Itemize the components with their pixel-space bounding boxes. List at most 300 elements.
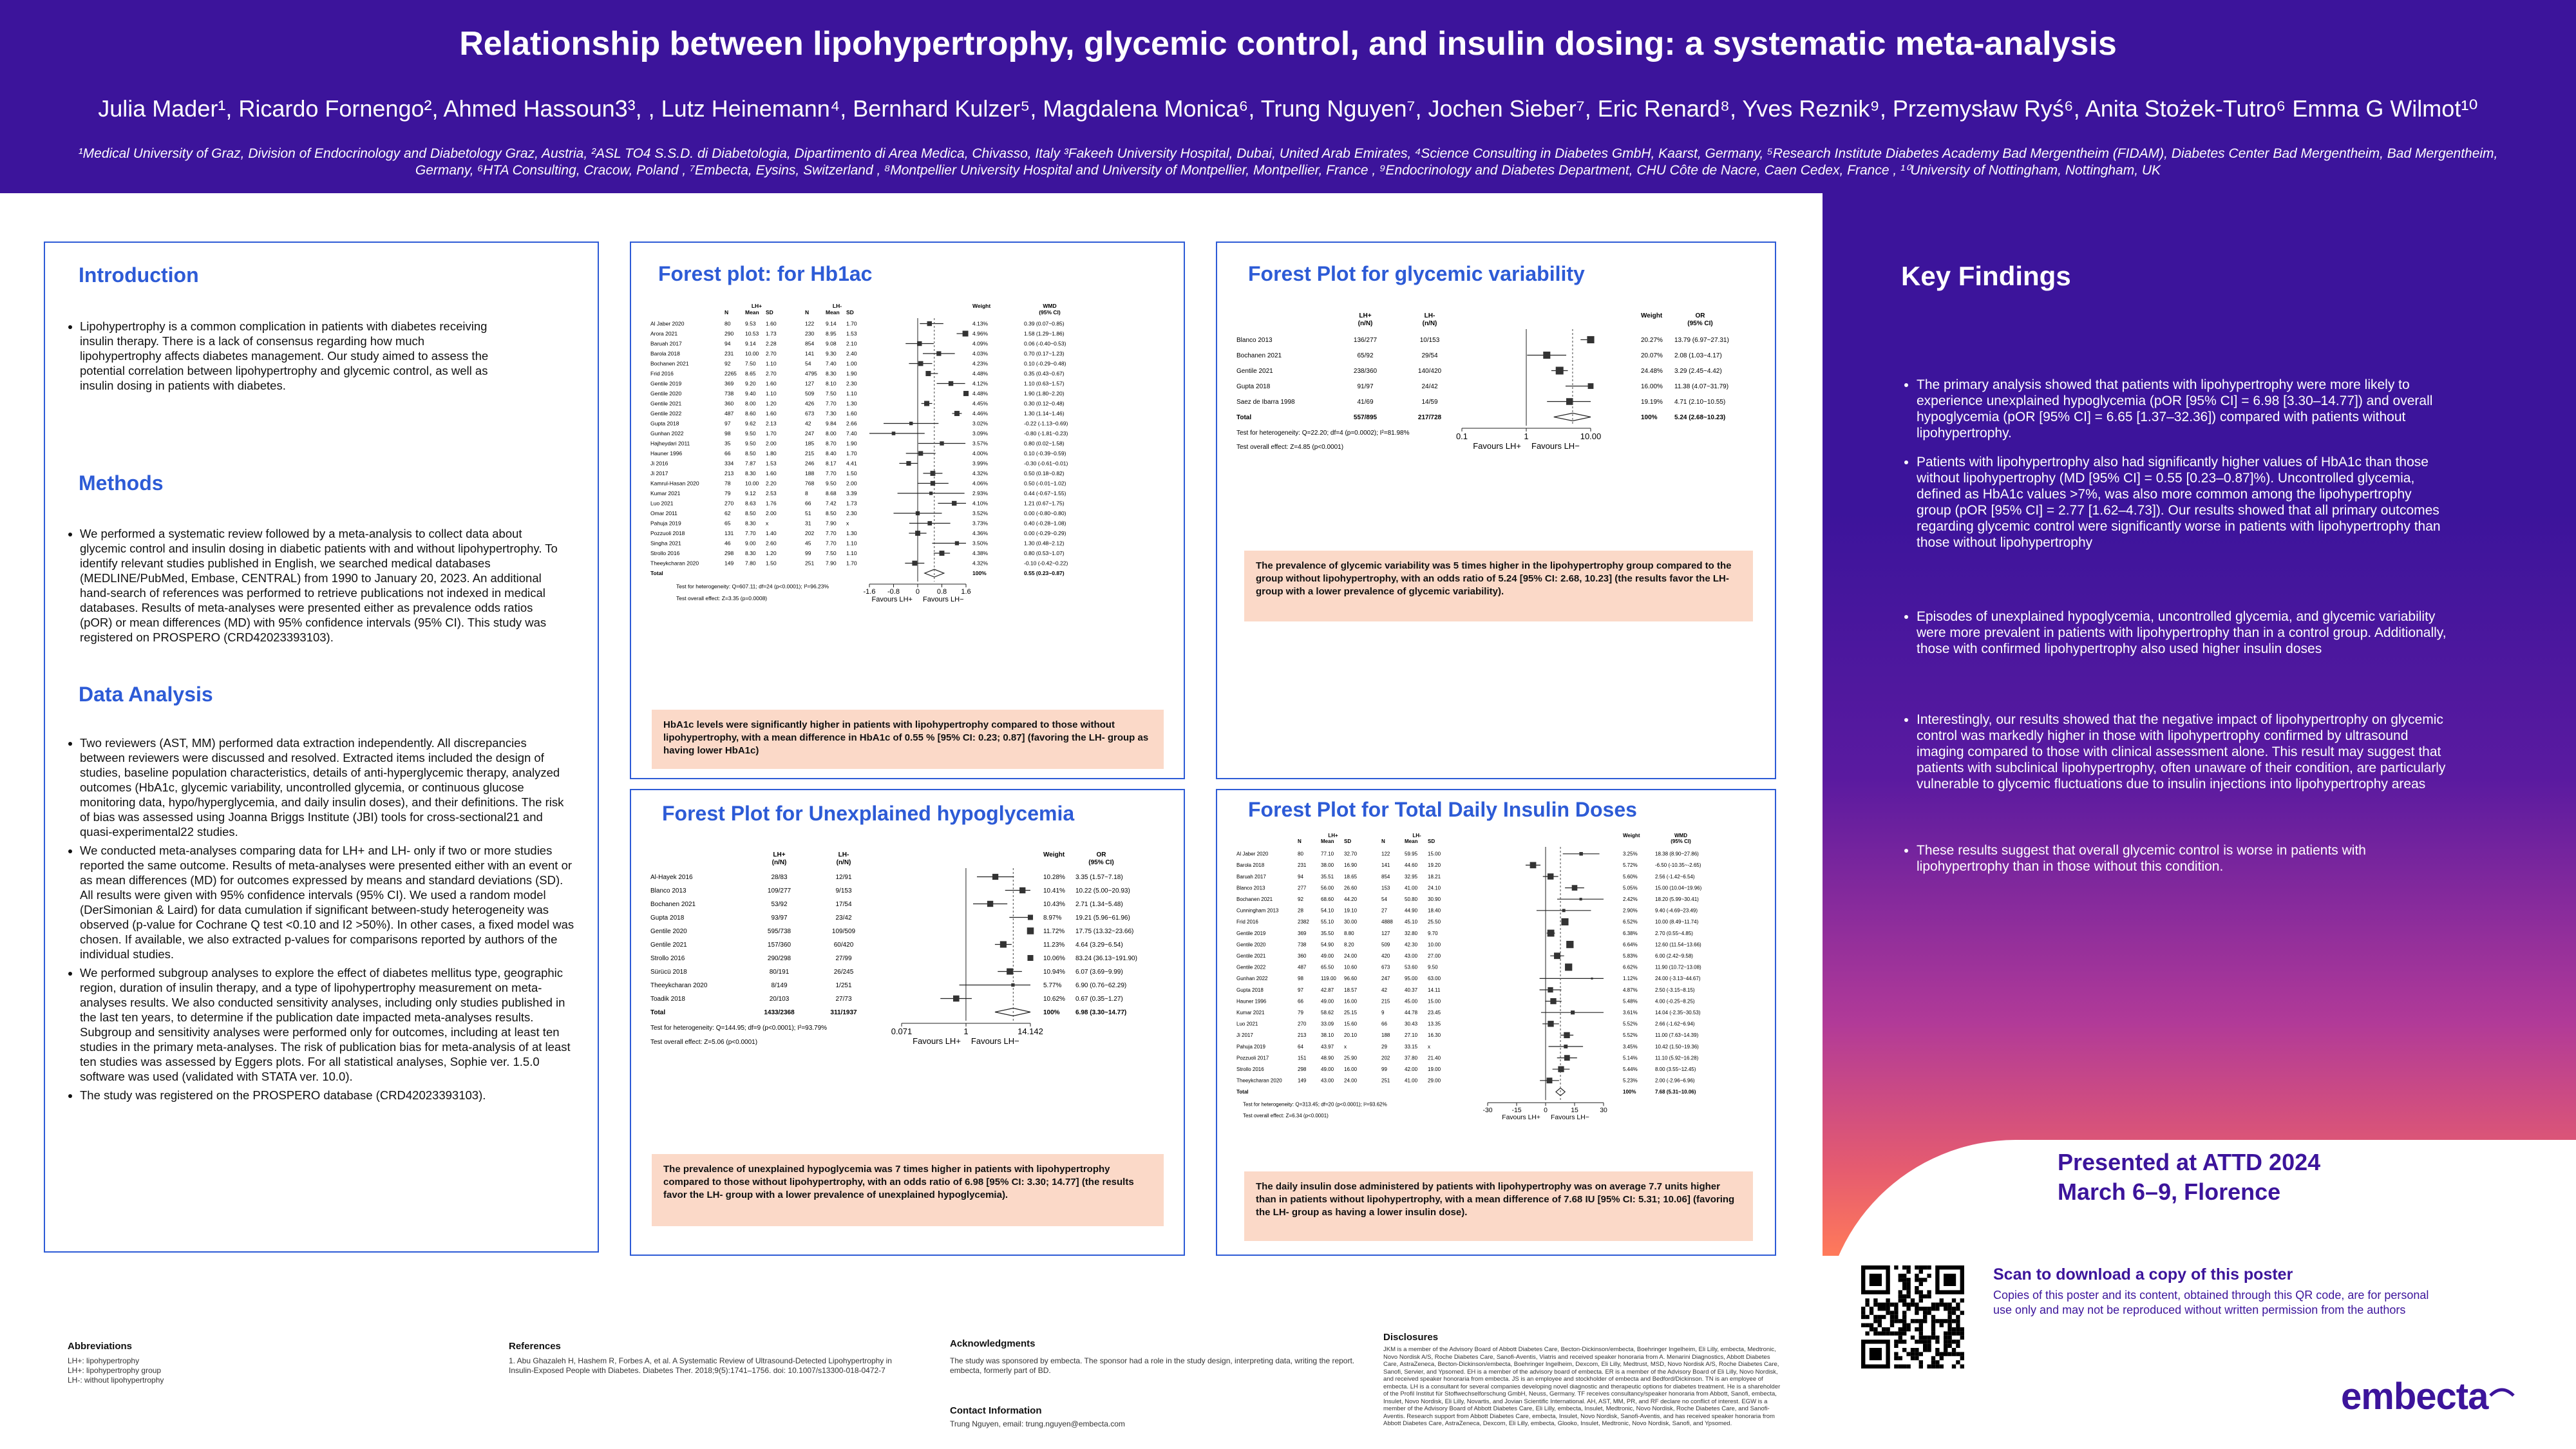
lhp-cell: 10.00 xyxy=(745,350,759,357)
header-ci: (95% CI) xyxy=(1687,320,1713,327)
qr-module xyxy=(1931,1307,1935,1311)
presented-at xyxy=(2058,1148,2320,1207)
point-estimate xyxy=(1027,927,1034,934)
point-estimate xyxy=(1007,969,1013,975)
lhp-cell: 1.60 xyxy=(766,410,777,417)
lhp-cell: 42.87 xyxy=(1321,987,1334,993)
lhm-cell: x xyxy=(1428,1043,1430,1050)
qr-module xyxy=(1873,1331,1877,1335)
qr-module xyxy=(1923,1319,1927,1323)
qr-module xyxy=(1940,1352,1944,1356)
qr-module xyxy=(1956,1327,1960,1331)
lhm-cell: 1.90 xyxy=(846,370,857,377)
qr-module xyxy=(1902,1286,1906,1290)
lhp-cell: 80 xyxy=(724,320,731,327)
point-estimate xyxy=(1028,914,1033,920)
qr-code[interactable] xyxy=(1861,1265,1964,1368)
lhm-cell: 9.14 xyxy=(826,320,837,327)
lhm-cell: 768 xyxy=(805,480,815,487)
forest-hba1c-title: Forest plot: for Hb1ac xyxy=(658,262,873,285)
ci-cell: 3.29 (2.45~4.42) xyxy=(1674,368,1722,375)
axis-tick-label: 0 xyxy=(915,588,920,596)
study-label: Gentile 2019 xyxy=(650,380,682,387)
study-label: Omar 2011 xyxy=(650,510,677,516)
forest-tdd-title: Forest Plot for Total Daily Insulin Doses xyxy=(1248,798,1637,821)
lhm-cell: 1.10 xyxy=(846,550,857,556)
header-mean: Mean xyxy=(1405,838,1418,844)
study-label: Al Jaber 2020 xyxy=(1236,851,1269,857)
lhp-cell: 9.40 xyxy=(745,390,756,397)
qr-module xyxy=(1940,1365,1944,1368)
lhm-cell: 1.70 xyxy=(846,320,857,327)
lhm-cell: 41.00 xyxy=(1405,885,1418,891)
qr-module xyxy=(1927,1265,1931,1269)
study-label: Gentile 2021 xyxy=(1236,953,1266,959)
disclosures-text: JKM is a member of the Advisory Board of Abbott Diabetes Care, Becton-Dickinson/embecta, Boehringer Ingelheim, Eli Lilly, embecta, Medtronic, Novo Nordisk A/S, Roche Diabetes Care, Sanofi-Aventis, Viatris and received speaker honoraria from A. Menarini Diagnostics, Abbott Diabetes Care, AstraZeneca, Becton-Dickinson/embecta, Boehringer Ingelheim, Dexcom, Eli Lilly, Medtrust, MSD, Novo Nordisk A/S, Roche Diabetes Care, Sanofi, Servier, and Ypsomed. EH is a member of the advisory board of embecta. ER is a member of the Advisory Board of Eli Lilly, Novo Nordisk, and received speaker honoraria from embecta. JS is an employee and stockholder of embecta and Bedford/Dickinson. TN is an employee of embecta. LH is a consultant for several companies developing novel diagnostic and therapeutic options for diabetes treatment. He is a shareholder of the Profil Institut für Stoffwechselforschung GmbH, Neuss, Germany. TF receives consultancy/speaker honoraria from Abbott, Sanofi, embecta, Insulet, Novo Nordisk, Eli Lilly, Novartis, and Jovian Scientific International. AH, AST, MM, PR, and RF declare no conflict of interest. EGW is a member of the Advisory Board of Abbott Diabetes Care, Eli Lilly, embecta, Insulet, Medtronic, Novo Nordisk, Roche Diabetes Care, and Sanofi-Aventis. Research support from Abbott Diabetes Care, embecta, Insulet, Novo Nordisk, Sanofi-Aventis, and has received speaker honoraria from Abbott Diabetes Care, AstraZeneca, Dexcom, Eli Lilly, embecta, Glooko, Insulet, Medtronic, Novo Nordisk, Sanofi, and Ypsomed. xyxy=(1383,1346,1781,1427)
qr-module xyxy=(1931,1303,1935,1307)
qr-module xyxy=(1931,1365,1935,1368)
lhp-cell: 149 xyxy=(724,560,734,567)
lhm-cell: 2.30 xyxy=(846,380,857,387)
lhm-cell: 426 xyxy=(805,400,815,407)
overall-effect-test: Test overall effect: Z=6.34 (p<0.0001) xyxy=(1243,1113,1329,1119)
total-lhp: 1433/2368 xyxy=(764,1009,795,1016)
study-label: Pozzuoli 2018 xyxy=(650,530,685,536)
qr-module xyxy=(1915,1307,1918,1311)
ci-cell: -0.10 (-0.42~0.22) xyxy=(1024,560,1068,567)
ci-cell: 1.58 (1.29~1.86) xyxy=(1024,330,1065,337)
qr-module xyxy=(1915,1303,1918,1307)
lhm-cell: 7.90 xyxy=(826,560,837,567)
lhp-cell: 18.57 xyxy=(1344,987,1358,993)
qr-code-icon xyxy=(1861,1265,1964,1368)
data-analysis-title: Data Analysis xyxy=(79,683,213,706)
weight-cell: 24.48% xyxy=(1641,368,1663,375)
header-ci: (95% CI) xyxy=(1671,838,1691,844)
qr-module xyxy=(1956,1319,1960,1323)
lhp-cell: 66 xyxy=(1298,998,1303,1005)
lhp-cell: 8.60 xyxy=(745,410,756,417)
qr-module xyxy=(1947,1315,1951,1319)
qr-module xyxy=(1960,1298,1964,1302)
axis-tick-label: -1.6 xyxy=(863,588,876,596)
point-estimate xyxy=(924,401,929,406)
qr-module xyxy=(1956,1307,1960,1311)
ci-cell: 0.39 (0.07~0.85) xyxy=(1024,320,1065,327)
weight-cell: 3.99% xyxy=(972,460,989,467)
lhm-cell: 1.70 xyxy=(846,560,857,567)
qr-module xyxy=(1927,1294,1931,1298)
qr-module xyxy=(1915,1356,1918,1360)
lhm-cell: 44.78 xyxy=(1405,1010,1418,1016)
qr-finder xyxy=(1944,1274,1956,1286)
weight-cell: 8.97% xyxy=(1043,914,1062,922)
study-label: Theeykcharan 2020 xyxy=(1236,1077,1282,1084)
lhm-cell: 43.00 xyxy=(1405,953,1418,959)
point-estimate xyxy=(963,331,969,337)
axis-tick-label: 0 xyxy=(1544,1106,1548,1114)
qr-module xyxy=(1861,1323,1865,1327)
ci-cell: 10.00 (8.49~11.74) xyxy=(1655,919,1699,925)
lhm-cell: 247 xyxy=(1381,976,1390,982)
qr-module xyxy=(1865,1331,1869,1335)
ci-cell: 18.20 (5.99~30.41) xyxy=(1655,896,1699,902)
forest-hba1c-svg xyxy=(650,291,1166,703)
lhp-cell: 369 xyxy=(724,380,734,387)
qr-module xyxy=(1894,1319,1898,1323)
forest-hba1c-note: HbA1c levels were significantly higher in patients with lipohypertrophy compared to those without lipohypertrophy, with a mean difference in HbA1c of 0.55 % [95% CI: 0.23; 0.87] (favoring the LH- group as having lower HbA1c) xyxy=(652,710,1164,769)
ci-cell: 0.10 (-0.39~0.59) xyxy=(1024,450,1066,457)
lhm-cell: 13.35 xyxy=(1428,1021,1441,1027)
lhp-cell: 38.10 xyxy=(1321,1032,1334,1039)
presented-line-1: Presented at ATTD 2024 xyxy=(2058,1149,2321,1175)
lhm-cell: 27 xyxy=(1381,907,1387,914)
lhm-cell: 7.40 xyxy=(826,360,837,367)
header-n: N xyxy=(1381,838,1385,844)
weight-cell: 5.72% xyxy=(1623,862,1638,869)
qr-module xyxy=(1923,1307,1927,1311)
weight-cell: 4.48% xyxy=(972,370,989,377)
lhp-cell: 2.00 xyxy=(766,510,777,516)
study-label: Gentile 2021 xyxy=(650,400,682,407)
point-estimate xyxy=(1564,1032,1569,1038)
qr-module xyxy=(1947,1307,1951,1311)
lhm-cell: 1.10 xyxy=(846,540,857,547)
header-ci: (95% CI) xyxy=(1088,859,1114,866)
lhm-cell: 8.95 xyxy=(826,330,837,337)
lhp-cell: 56.00 xyxy=(1321,885,1334,891)
study-label: Gupta 2018 xyxy=(1236,383,1271,390)
qr-module xyxy=(1952,1365,1956,1368)
qr-module xyxy=(1923,1311,1927,1314)
lhm-cell: 25.50 xyxy=(1428,919,1441,925)
study-label: Strollo 2016 xyxy=(650,955,685,962)
qr-module xyxy=(1919,1265,1923,1269)
qr-module xyxy=(1952,1331,1956,1335)
lhm-cell: 215 xyxy=(1381,998,1390,1005)
qr-module xyxy=(1865,1323,1869,1327)
qr-module xyxy=(1944,1331,1947,1335)
qr-module xyxy=(1915,1319,1918,1323)
lhp-cell: 32.70 xyxy=(1344,851,1358,857)
study-label: Bochanen 2021 xyxy=(650,360,689,367)
qr-module xyxy=(1906,1282,1910,1286)
lhm-cell: 7.70 xyxy=(826,540,837,547)
qr-module xyxy=(1919,1352,1923,1356)
qr-module xyxy=(1952,1311,1956,1314)
qr-module xyxy=(1899,1331,1902,1335)
qr-module xyxy=(1915,1290,1918,1294)
lhp-cell: 277 xyxy=(1298,885,1307,891)
ci-cell: 0.44 (-0.67~1.55) xyxy=(1024,490,1066,497)
lhp-cell: 1.10 xyxy=(766,390,777,397)
ci-cell: -0.80 (-1.81~0.23) xyxy=(1024,430,1068,437)
favours-right-label: Favours LH− xyxy=(1531,441,1580,451)
lhp-cell: 360 xyxy=(1298,953,1307,959)
qr-module xyxy=(1902,1274,1906,1278)
lhp-cell: 10.53 xyxy=(745,330,759,337)
weight-cell: 1.12% xyxy=(1623,976,1638,982)
qr-module xyxy=(1894,1344,1898,1348)
qr-module xyxy=(1960,1352,1964,1356)
qr-module xyxy=(1931,1319,1935,1323)
lhm-cell: 19.20 xyxy=(1428,862,1441,869)
lhp-cell: 9.14 xyxy=(745,340,756,347)
intro-methods-panel xyxy=(44,242,599,1253)
point-estimate xyxy=(927,521,932,526)
qr-module xyxy=(1919,1340,1923,1343)
lhp-cell: 16.00 xyxy=(1344,1066,1358,1072)
lhp-cell: 1.60 xyxy=(766,470,777,477)
weight-cell: 3.52% xyxy=(972,510,989,516)
poster-header xyxy=(0,0,2576,193)
study-label: Gupta 2018 xyxy=(650,914,685,922)
qr-module xyxy=(1878,1303,1882,1307)
weight-cell: 3.61% xyxy=(1623,1010,1638,1016)
ci-cell: 4.64 (3.29~6.54) xyxy=(1075,942,1123,949)
qr-module xyxy=(1873,1315,1877,1319)
lhp-cell: 35.50 xyxy=(1321,930,1334,936)
forest-hypo-note: The prevalence of unexplained hypoglycemia was 7 times higher in patients with lipohypertrophy compared to those without lipohypertrophy, with an odds ratio of 6.98 [95% CI: 3.30; 14.77] (the results favor the LH- group with a lower prevalence of unexplained hypoglycemia). xyxy=(652,1154,1164,1226)
ci-cell: 1.90 (1.80~2.20) xyxy=(1024,390,1065,397)
lhp-cell: 1.53 xyxy=(766,460,777,467)
lhm-cell: 7.90 xyxy=(826,520,837,527)
qr-module xyxy=(1935,1360,1939,1364)
lhm-cell: 23.45 xyxy=(1428,1010,1441,1016)
qr-module xyxy=(1899,1278,1902,1282)
point-estimate xyxy=(940,551,945,556)
total-label: Total xyxy=(650,1009,666,1016)
qr-module xyxy=(1956,1331,1960,1335)
weight-cell: 6.52% xyxy=(1623,919,1638,925)
lhp-cell: 8.30 xyxy=(745,470,756,477)
lhp-cell: 2.53 xyxy=(766,490,777,497)
lhm-cell: 27/73 xyxy=(835,996,852,1003)
weight-cell: 5.48% xyxy=(1623,998,1638,1005)
lhm-cell: 26/245 xyxy=(833,969,854,976)
ci-cell: 10.22 (5.00~20.93) xyxy=(1075,887,1130,895)
lhm-cell: 140/420 xyxy=(1417,368,1442,375)
lhm-cell: 9.84 xyxy=(826,420,837,427)
lhm-cell: 8.00 xyxy=(826,430,837,437)
lhm-cell: 1.50 xyxy=(846,470,857,477)
qr-module xyxy=(1902,1303,1906,1307)
lhm-cell: 8.50 xyxy=(826,510,837,516)
lhm-cell: 16.30 xyxy=(1428,1032,1441,1039)
qr-module xyxy=(1899,1365,1902,1368)
lhp-cell: 7.50 xyxy=(745,360,756,367)
qr-module xyxy=(1902,1340,1906,1343)
qr-module xyxy=(1911,1348,1915,1352)
forest-gv-note: The prevalence of glycemic variability was 5 times higher in the lipohypertrophy group compared to the group without lipohypertrophy, with an odds ratio of 5.24 [95% CI: 2.68, 10.23] (the results favor the LH- group with a lower prevalence of glycemic variability). xyxy=(1244,551,1753,621)
qr-module xyxy=(1947,1303,1951,1307)
lhp-cell: 65 xyxy=(724,520,731,527)
study-label: Saez de Ibarra 1998 xyxy=(1236,399,1295,406)
qr-module xyxy=(1894,1307,1898,1311)
point-estimate xyxy=(940,441,943,445)
weight-cell: 3.02% xyxy=(972,420,989,427)
study-label: Cunningham 2013 xyxy=(1236,907,1279,914)
lhp-cell: 64 xyxy=(1298,1043,1303,1050)
lhm-cell: 141 xyxy=(805,350,815,357)
header-sd: SD xyxy=(846,309,854,316)
lhm-cell: 1.10 xyxy=(846,390,857,397)
lhp-cell: 44.20 xyxy=(1344,896,1358,902)
qr-module xyxy=(1902,1331,1906,1335)
weight-cell: 4.45% xyxy=(972,400,989,407)
lhm-cell: 15.00 xyxy=(1428,998,1441,1005)
lhm-cell: 8.30 xyxy=(826,370,837,377)
qr-module xyxy=(1915,1286,1918,1290)
key-finding-text: • Episodes of unexplained hypoglycemia, uncontrolled glycemia, and glycemic variability were more prevalent in patients with lipohypertrophy than in a control group. Additionally, those with confirmed lipohypertrophy also used higher insulin doses xyxy=(1917,609,2448,657)
weight-cell: 20.07% xyxy=(1641,352,1663,359)
lhm-cell: 19.00 xyxy=(1428,1066,1441,1072)
qr-module xyxy=(1947,1340,1951,1343)
total-label: Total xyxy=(650,570,663,576)
weight-cell: 2.93% xyxy=(972,490,989,497)
lhm-cell: 21.40 xyxy=(1428,1055,1441,1061)
qr-module xyxy=(1960,1311,1964,1314)
lhm-cell: 9/153 xyxy=(835,887,852,895)
acknowledgments-title: Acknowledgments xyxy=(950,1338,1036,1349)
intro-body xyxy=(66,319,491,397)
qr-module xyxy=(1940,1298,1944,1302)
lhp-cell: 2.13 xyxy=(766,420,777,427)
lhm-cell: 202 xyxy=(805,530,815,536)
lhm-cell: 127 xyxy=(805,380,815,387)
qr-module xyxy=(1952,1307,1956,1311)
abbrev-list xyxy=(68,1356,428,1385)
lhm-cell: 40.37 xyxy=(1405,987,1418,993)
weight-cell: 10.06% xyxy=(1043,955,1065,962)
ci-cell: 15.00 (10.04~19.96) xyxy=(1655,885,1702,891)
qr-module xyxy=(1915,1278,1918,1282)
qr-module xyxy=(1927,1348,1931,1352)
lhp-cell: 9.00 xyxy=(745,540,756,547)
qr-module xyxy=(1947,1319,1951,1323)
study-label: Kamrul-Hasan 2020 xyxy=(650,480,699,487)
lhm-cell: 673 xyxy=(805,410,815,417)
qr-module xyxy=(1947,1311,1951,1314)
lhm-cell: 1.30 xyxy=(846,400,857,407)
forest-hba1c-panel xyxy=(630,242,1185,779)
lhp-cell: 49.00 xyxy=(1321,1066,1334,1072)
ci-cell: 13.79 (6.97~27.31) xyxy=(1674,337,1729,344)
point-estimate xyxy=(955,541,959,545)
qr-module xyxy=(1882,1303,1886,1307)
lhm-cell: 509 xyxy=(805,390,815,397)
favours-right-label: Favours LH− xyxy=(971,1036,1019,1046)
ci-cell: 17.75 (13.32~23.66) xyxy=(1075,928,1134,935)
weight-cell: 10.43% xyxy=(1043,901,1065,908)
qr-module xyxy=(1947,1352,1951,1356)
lhp-cell: 231 xyxy=(724,350,734,357)
qr-module xyxy=(1919,1294,1923,1298)
abbrev-title: Abbreviations xyxy=(68,1341,133,1352)
qr-module xyxy=(1923,1344,1927,1348)
ci-cell: 1.21 (0.67~1.75) xyxy=(1024,500,1065,507)
point-estimate xyxy=(1579,852,1583,856)
qr-module xyxy=(1894,1365,1898,1368)
data-analysis-bullet: • The study was registered on the PROSPERO database (CRD42023393103). xyxy=(80,1088,574,1103)
lhm-cell: 2.40 xyxy=(846,350,857,357)
lhm-cell: 188 xyxy=(1381,1032,1390,1039)
ci-cell: 4.71 (2.10~10.55) xyxy=(1674,399,1726,406)
favours-right-label: Favours LH− xyxy=(1551,1113,1589,1121)
study-label: Gentile 2020 xyxy=(650,390,682,397)
qr-module xyxy=(1906,1323,1910,1327)
qr-module xyxy=(1870,1307,1873,1311)
qr-module xyxy=(1947,1331,1951,1335)
lhm-cell: 4888 xyxy=(1381,919,1393,925)
weight-cell: 10.28% xyxy=(1043,874,1065,881)
weight-cell: 2.42% xyxy=(1623,896,1638,902)
qr-module xyxy=(1919,1327,1923,1331)
weight-cell: 4.00% xyxy=(972,450,989,457)
study-label: Strollo 2016 xyxy=(650,550,680,556)
qr-module xyxy=(1940,1356,1944,1360)
weight-cell: 6.38% xyxy=(1623,930,1638,936)
qr-module xyxy=(1952,1352,1956,1356)
qr-module xyxy=(1956,1360,1960,1364)
forest-tdd-note: The daily insulin dose administered by patients with lipohypertrophy was on average 7.7 units higher than in patients without lipohypertrophy, with a mean difference of 7.68 IU [95% CI: 5.31; 10.06] (favoring the LH- group as having a lower insulin dose). xyxy=(1244,1171,1753,1241)
qr-module xyxy=(1873,1298,1877,1302)
study-label: Gunhan 2022 xyxy=(1236,976,1268,982)
qr-module xyxy=(1899,1274,1902,1278)
ci-cell: 11.38 (4.07~31.79) xyxy=(1674,383,1729,390)
lhm-cell: 2.30 xyxy=(846,510,857,516)
qr-module xyxy=(1944,1344,1947,1348)
lhm-cell: 42.30 xyxy=(1405,942,1418,948)
weight-cell: 6.64% xyxy=(1623,942,1638,948)
ci-cell: 2.50 (-3.15~8.15) xyxy=(1655,987,1695,993)
qr-module xyxy=(1947,1327,1951,1331)
lhm-cell: 122 xyxy=(805,320,815,327)
weight-cell: 3.57% xyxy=(972,440,989,447)
ci-cell: -0.22 (-1.13~0.69) xyxy=(1024,420,1068,427)
qr-module xyxy=(1931,1323,1935,1327)
study-label: Kumar 2021 xyxy=(650,490,681,497)
lhp-cell: 10.60 xyxy=(1344,964,1358,971)
lhm-cell: 854 xyxy=(1381,873,1390,880)
weight-cell: 4.12% xyxy=(972,380,989,387)
lhm-cell: 251 xyxy=(1381,1077,1390,1084)
lhp-cell: 48.90 xyxy=(1321,1055,1334,1061)
qr-module xyxy=(1919,1298,1923,1302)
total-ci: 7.68 (5.31~10.06) xyxy=(1655,1089,1696,1095)
lhm-cell: 185 xyxy=(805,440,815,447)
header-lhp: LH+ xyxy=(773,851,786,858)
lhp-cell: 298 xyxy=(1298,1066,1307,1072)
qr-module xyxy=(1956,1303,1960,1307)
lhm-cell: 15.00 xyxy=(1428,851,1441,857)
ci-cell: 0.00 (-0.80~0.80) xyxy=(1024,510,1066,516)
lhp-cell: 2.70 xyxy=(766,350,777,357)
lhp-cell: 10.00 xyxy=(745,480,759,487)
lhp-cell: 49.00 xyxy=(1321,953,1334,959)
pooled-diamond xyxy=(1554,413,1591,421)
weight-cell: 5.83% xyxy=(1623,953,1638,959)
study-label: Pozzuoli 2017 xyxy=(1236,1055,1269,1061)
qr-module xyxy=(1873,1319,1877,1323)
lhp-cell: 369 xyxy=(1298,930,1307,936)
qr-module xyxy=(1882,1307,1886,1311)
header-weight: Weight xyxy=(1641,312,1663,319)
pooled-diamond xyxy=(995,1009,1030,1016)
qr-module xyxy=(1927,1290,1931,1294)
qr-module xyxy=(1944,1319,1947,1323)
qr-module xyxy=(1906,1269,1910,1273)
